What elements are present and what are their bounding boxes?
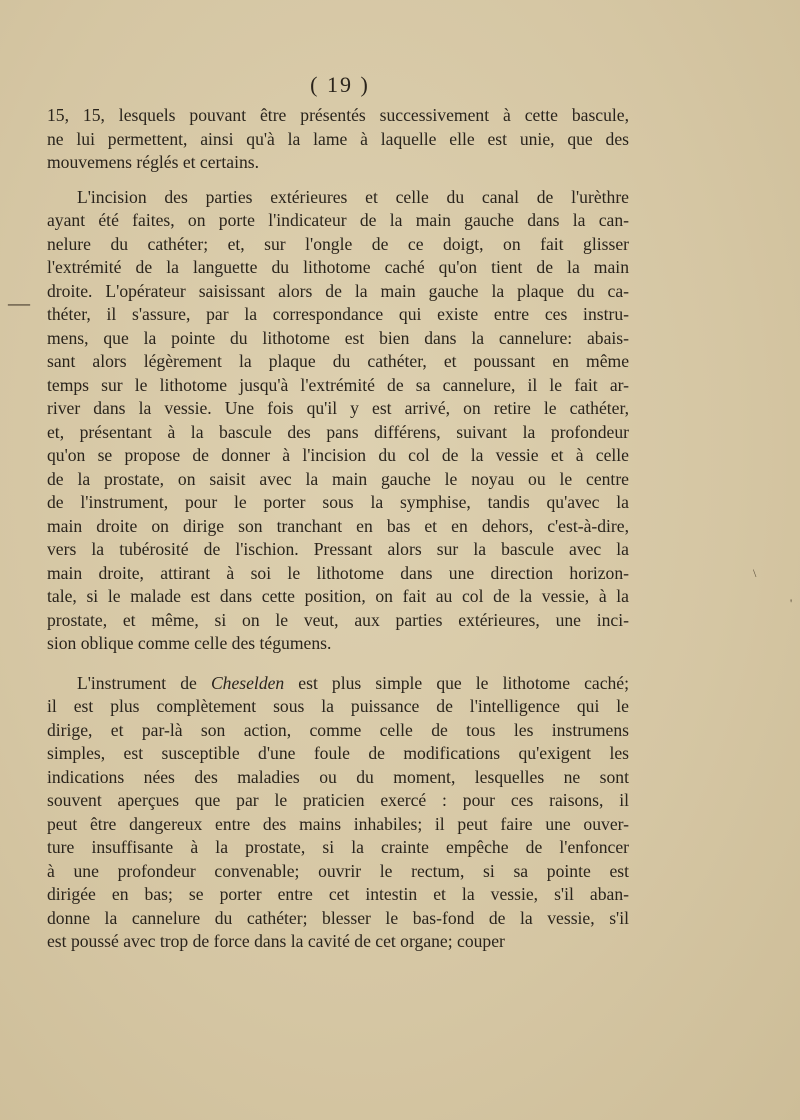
text-line: temps sur le lithotome jusqu'à l'extrémité de sa cannelure, il le fait ar- bbox=[47, 374, 629, 395]
text-line: ne lui permettent, ainsi qu'à la lame à laquelle elle est unie, que des bbox=[47, 128, 629, 149]
paragraph bbox=[47, 672, 629, 954]
text-line: L'instrument de Cheselden est plus simple que le lithotome caché; bbox=[77, 672, 629, 693]
text-line: qu'on se propose de donner à l'incision du col de la vessie et à celle bbox=[47, 445, 629, 465]
text-line: dirigée en bas; se porter entre cet intestin et la vessie, s'il aban- bbox=[47, 884, 629, 904]
text-line: mouvemens réglés et certains. bbox=[47, 152, 260, 172]
text-line: l'extrémité de la languette du lithotome caché qu'on tient de la main bbox=[47, 257, 629, 277]
text-line: sant alors légèrement la plaque du cathéter, et poussant en même bbox=[47, 351, 629, 371]
text-line: de la prostate, on saisit avec la main gauche le noyau ou le centre bbox=[47, 468, 629, 489]
paragraph-gap bbox=[47, 656, 629, 672]
italic-name: Cheselden bbox=[210, 672, 285, 693]
text-line: et, présentant à la bascule des pans différens, suivant la profondeur bbox=[47, 421, 629, 442]
text-line: L'incision des parties extérieures et celle du canal de l'urèthre bbox=[77, 186, 629, 207]
text-line: sion oblique comme celle des tégumens. bbox=[47, 633, 332, 653]
body-text bbox=[47, 104, 629, 954]
text-line: théter, il s'assure, par la correspondance qui existe entre ces instru- bbox=[47, 304, 629, 324]
text-line: dirige, et par-là son action, comme celle de tous les instrumens bbox=[47, 719, 629, 740]
page-number: ( 19 ) bbox=[310, 72, 370, 97]
text-line: peut être dangereux entre des mains inhabiles; il peut faire une ouver- bbox=[47, 813, 629, 834]
text-line: de l'instrument, pour le porter sous la symphise, tandis qu'avec la bbox=[47, 492, 629, 512]
text-line: river dans la vessie. Une fois qu'il y est arrivé, on retire le cathéter, bbox=[47, 398, 629, 418]
margin-speck: \ bbox=[753, 566, 757, 580]
text-line: à une profondeur convenable; ouvrir le rectum, si sa pointe est bbox=[47, 860, 629, 881]
text-line: est poussé avec trop de force dans la cavité de cet organe; couper bbox=[47, 931, 505, 951]
text-line: tale, si le malade est dans cette position, on fait au col de la vessie, à la bbox=[47, 586, 629, 606]
text-line: ayant été faites, on porte l'indicateur de la main gauche dans la can- bbox=[47, 210, 629, 230]
paragraph-gap bbox=[47, 175, 629, 186]
text-line: simples, est susceptible d'une foule de modifications qu'exigent les bbox=[47, 743, 629, 763]
text-line: main droite on dirige son tranchant en bas et en dehors, c'est-à-dire, bbox=[47, 515, 629, 536]
text-line: droite. L'opérateur saisissant alors de la main gauche la plaque du ca- bbox=[47, 280, 629, 301]
text-line: prostate, et même, si on le veut, aux parties extérieures, une inci- bbox=[47, 609, 629, 630]
text-line: nelure du cathéter; et, sur l'ongle de ce doigt, on fait glisser bbox=[47, 233, 629, 254]
text-line: il est plus complètement sous la puissance de l'intelligence qui le bbox=[47, 696, 629, 716]
text-line: 15, 15, lesquels pouvant être présentés successivement à cette bascule, bbox=[47, 105, 629, 125]
paragraph bbox=[47, 186, 629, 656]
text-line: souvent aperçues que par le praticien exercé : pour ces raisons, il bbox=[47, 790, 629, 810]
text-line: mens, que la pointe du lithotome est bien dans la cannelure: abais- bbox=[47, 327, 629, 348]
margin-mark: — bbox=[8, 290, 30, 315]
text-line: donne la cannelure du cathéter; blesser le bas-fond de la vessie, s'il bbox=[47, 907, 629, 928]
margin-speck: ' bbox=[790, 596, 793, 610]
paragraph bbox=[47, 104, 629, 175]
text-line: ture insuffisante à la prostate, si la crainte empêche de l'enfoncer bbox=[47, 837, 629, 857]
text-line: main droite, attirant à soi le lithotome dans une direction horizon- bbox=[47, 562, 629, 583]
text-line: indications nées des maladies ou du moment, lesquelles ne sont bbox=[47, 766, 629, 787]
text-line: vers la tubérosité de l'ischion. Pressant alors sur la bascule avec la bbox=[47, 539, 629, 559]
